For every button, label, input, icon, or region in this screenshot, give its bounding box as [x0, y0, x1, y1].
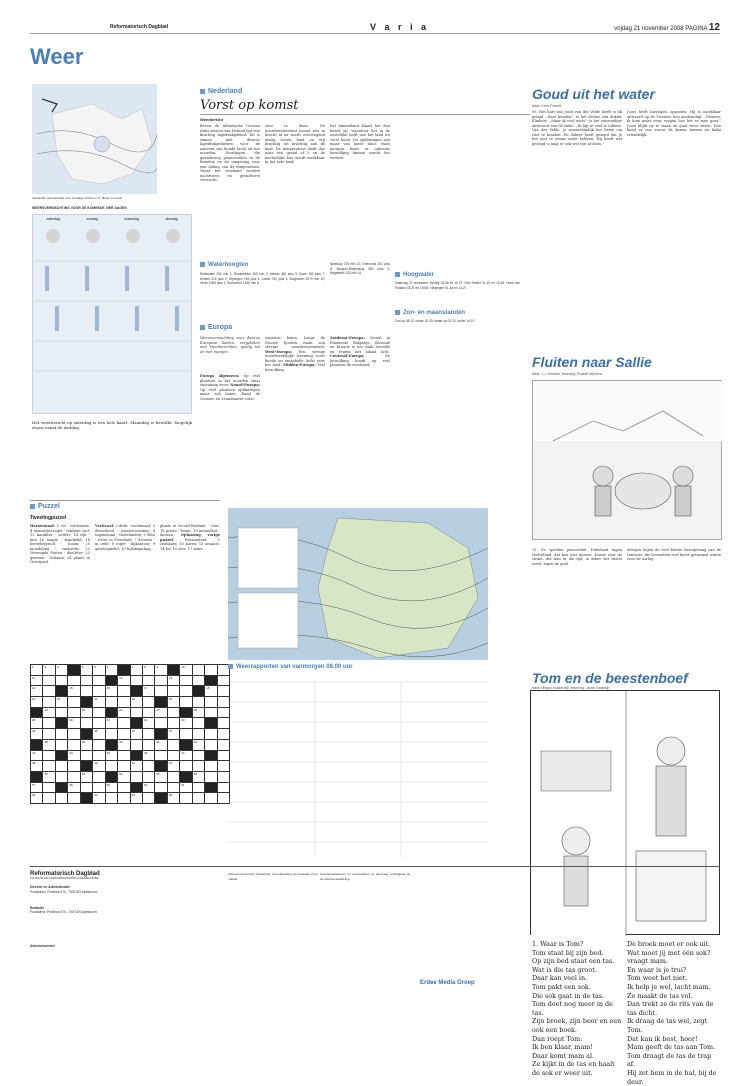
poem-line: Ik draag de tas wel, zegt Tom.: [627, 1017, 708, 1034]
weatherreport-table: [228, 672, 488, 862]
poem-line: De broek moet er ook uit.: [627, 940, 711, 948]
poem-line: Ze maakt de tas vol.: [627, 991, 693, 1000]
fluiten-byline: tekst: J.J. Kessels, tekening: Roeleff Wijnstra: [532, 372, 602, 376]
poem-line: Wat moet jij met één sok? vraagt mam.: [627, 948, 711, 966]
nederland-body-col-1: Boven de Atlantische Oceaan trekt westen van Ierland ligt een krachtig lagedrukgebied. Dit is samen met diverse lagedrukgebieden voor de aanvoer van koude lucht uit het noorden. Stortingen die gaandeweg plaatsvinden in de Benelux en de omgeving voor een daling van de temperatuur. Vanaf het weekend worden nachtvorst en grondvorst verwacht.: [200, 124, 260, 182]
poem-line: Tom doet nog meer in de tas.: [532, 1000, 613, 1017]
forecast-icons: [33, 221, 193, 411]
weatherreport-lines: [228, 672, 488, 862]
puzzel-title: Tweelingpuzzel: [30, 515, 67, 521]
colophon-col-1: Reformatorisch Dagblad UITGAVE VAN REFORMATORISCH DAGBLAD BV Directie en Administratie Postadres: Postbus 670, 7300 AR Apeldoorn. Redactie Postadres: Postbus 670, 7300 AR Apeldoorn. Abonnementen: [30, 872, 150, 948]
poem-line: Wat is die tas groot.: [532, 965, 597, 974]
europe-pressure-map: [228, 508, 488, 660]
day-3: dinsdag: [165, 217, 178, 221]
europe-pressure-drawing: [228, 508, 488, 660]
tom-comic-drawing: [531, 691, 721, 936]
zon-section: Zon- en maanstanden: [395, 310, 465, 316]
waterhoogten-body-2: Ijsselkop 378 min 12; Driemond 301 plus 8; Bergum-Rhijnsburg 380 plus 4; Hagestein 232 min 14.: [330, 262, 390, 275]
goud-body-col-1: 95. Het hart van Joost van der Velde heeft 'n tik gehad. „Bast houden", is het devies van dokter Klinkert. „Maar ik voel niets", is het eenvoudige antwoord van de zieke. „Ik ligt te veel te tobben. Van der Velde, je waarschijnlijk het beste om rust te houden. De dokter heeft gezegd dat je het niet te zwaar moet hebben. Hij heeft wel gezegd: u mag er ook wel wat af doen.": [532, 110, 622, 146]
goud-byline: tekst: Kees Posmit: [532, 104, 561, 108]
hoogwater-section: Hoogwater: [395, 272, 434, 278]
fluiten-illustration: [532, 380, 722, 540]
poem-line: Ze kijkt in de tas en haalt de sok er weer uit.: [532, 1060, 615, 1077]
goud-headline: Goud uit het water: [532, 86, 655, 102]
poem-line: Op zijn bed staat een tas.: [532, 957, 615, 966]
colophon-prices: Abonnementsprijzen Nederland: Vooruitbetaling per kwartaal of per maand.: [228, 872, 318, 881]
colophon-block-1: Directie en Administratie: [30, 885, 70, 890]
waterhoogten-section: Waterhoogten: [200, 262, 248, 268]
date-page: vrijdag 21 november 2008 PAGINA 12: [614, 22, 720, 33]
puzzel-clues-col-3: plaats in Noord-Brabant - vóór; 18 priem - boom; 19 mosselbot - dansen. Oplossing vorige puzzel: Horizontaal: 1 zonbaars; 10 koren; 12 ornaats; 14 ha; 15 ster; 17 mine.: [160, 524, 220, 551]
tom-headline: Tom en de beestenboef: [532, 670, 688, 686]
tom-comic: [530, 690, 720, 935]
weatherreport-section: Weerrapporten van vanmorgen 08.00 uur: [228, 664, 353, 670]
colophon-sub: UITGAVE VAN REFORMATORISCH DAGBLAD BV: [30, 876, 99, 881]
zon-body: Zon op 08.12, onder 16.40; maan op 02.23, onder 14.10.: [395, 319, 476, 323]
puzzel-clues-col-2: Verticaal: 2 druk - vochtmaat; 3 dwarsbout - pardoesvormig; 4 tegenstand - vastelanden; 5 elite - rivier in Friesland; 7 dromen - in orde; 8 roger - bijkantoor; 9 garenspindel; 10 tijdsbepaling.: [95, 524, 155, 551]
fluiten-body-col-1: 12. Ze spelden putvoetbal. Duitsland tegen Nederland, dat kon niet missen. Dwars over de straat, die hun in die tijd, al zeker het rustst werd, lagen de goal.: [532, 548, 622, 566]
europa-body-col-3: Zuidoost-Europa: Vooral in Roemenië, Bulgarije, Slovenië en Kroatië is het vaak bewolkt en regent het lokaal licht. Centraal-Europa: De bewolking houdt op veel plaatsen de overhand.: [330, 336, 390, 367]
poem-line: Tom staat bij zijn bed.: [532, 948, 604, 957]
poem-line: Daar komt mam al.: [532, 1051, 595, 1060]
poem-line: Dat kan ik best, hoor!: [627, 1034, 698, 1043]
goud-body-col-2: Joost heeft hierlopen opgezien. Hij is merkbaar ontroerd op de Twentse hen aanhoudigt. „Meneer, ik kom maar eens vragen hoe het er mee gaat," Joost blijkt op te staan en gaat weer zitten. Dan komt er een vrouw de kamer binnen en knikt vriendelijk.: [627, 110, 721, 137]
colophon-info: Advertentietarieven en voorwaarden op aanvraag verkrijgbaar bij de advertentieafdeling.: [320, 872, 410, 881]
nederland-headline: Vorst op komst: [200, 98, 299, 113]
poem-line: Mam geeft de tas aan Tom.: [627, 1043, 716, 1052]
tom-poem-col-1: [532, 940, 622, 1078]
poem-line: Tom pakt een sok.: [532, 982, 591, 991]
nederland-body-col-2: voor te doen. De noordwesterwind neemt iets in kracht af en wordt overwegend matig boven land en vrij krachtig tot krachtig aan de kust. De temperatuur daalt dus naar een graad of 5 en de nachtelijke kou wordt merkbaar in het hele land.: [265, 124, 325, 164]
europa-intro: Weersverwachting voor diverse Europese landen, vergeleken met Weerberichten, geldig tot en met morgen.: [200, 336, 260, 354]
poem-line: Ik ben klaar, mam!: [532, 1043, 593, 1052]
hoogwater-body: Zaterdag 22 november: Delfzijl 06.56 en 19.37; Den Helder 01.15 en 13.45; Hoek van Holland 03.21 en 15.58; Vlissingen 01.48 en 14.27.: [395, 281, 520, 290]
puzzel-section: Puzzel: [30, 503, 60, 510]
poem-line: Die sok gaat in de tas.: [532, 991, 605, 1000]
poem-line: Tom draagt de tas de trap af.: [627, 1051, 712, 1069]
fluiten-drawing: [533, 381, 723, 541]
colophon-block-2: Redactie: [30, 905, 45, 910]
europe-weather-map: [32, 84, 157, 194]
poem-line: Zijn broek, zijn beer en een ook een boek.: [532, 1017, 622, 1034]
weer-map: [32, 84, 157, 194]
tom-byline: tekst: Mirjam Mosterdijk, tekening: Jacob Kastelijn: [532, 686, 610, 690]
waterhoogten-body: Rotterdam 292 min 1; Rheinfelden 265 min 2; Maxau 481 plus 9; Kaub 190 plus 7; Keulen 214 plus 2; Nijmegen 745 plus 4; Lobith 752 plus 3; Borgharen 3970 min 22; Venlo 1005 plus 1; Roermond 1468 min 8.: [200, 272, 325, 285]
day-0: zaterdag: [46, 217, 60, 221]
erdee-logo: Erdee Media Groep: [420, 980, 475, 986]
nederland-subhead: Weerbericht: [200, 117, 224, 122]
poem-line: 1. Waar is Tom?: [532, 940, 584, 948]
crossword-grid[interactable]: 1 2 3 4 5 6 7 8 9 10 11 12 13 14 15 16 17 18 19 20 21 22 23 24 25 26 27 28 29 30 31 32 33 34 35 36 37 38 39 40 41 42 43 44 45 46 47 48 49 50 51 52 53 54 55 56 57 58 59 60 61 62 63 64 65: [30, 664, 230, 804]
nederland-body-col-3: het binnenland klaart het dan breed op, waardoor het in de oostelijke helft van het land tot vorst komt. De opklaringen zijn maar van korte duur, want morgen komt er opnieuw bewolking binnen vanuit het westen.: [330, 124, 390, 160]
poem-line: Dan trekt ze de rits van de tas dicht.: [627, 1000, 714, 1017]
weer-title: Weer: [30, 44, 84, 69]
europa-section: Europa: [200, 324, 232, 331]
europa-body-col-2: winterse buien. Langs de Noorse fjorden waait een stevige noordwestenwind. West-Europa: Een stevige noordwestelijke stroming voert koude en onstabiele lucht over het land. Midden-Europa: Veel bewolking.: [265, 336, 325, 372]
fluiten-body-col-2: afregen tegen de veel betere bewapening van de Duitsers, die bovendien veel beter getrained waren voor de oorlog.: [627, 548, 721, 561]
weer-caption: Het weerbericht op zaterdag is een hele kaart. Maandag is bewolkt. Mogelijk regen vanaf de middag.: [32, 420, 192, 430]
day-1: zondag: [86, 217, 98, 221]
colophon-block-3: Abonnementen: [30, 944, 55, 949]
colophon-title: Reformatorisch Dagblad: [30, 871, 100, 877]
fluiten-headline: Fluiten naar Sallie: [532, 354, 652, 370]
newspaper-name: Reformatorisch Dagblad: [110, 24, 169, 30]
poem-line: Ik help je wel, lacht mam.: [627, 982, 711, 991]
tom-poem-col-2: [627, 940, 721, 1086]
day-2: maandag: [124, 217, 139, 221]
poem-line: En waar is je trui?: [627, 965, 687, 974]
verwachting-label: WEERSVERWACHTING VOOR DE KOMENDE VIER DAGEN: [32, 206, 127, 210]
poem-line: Dan roept Tom:: [532, 1034, 583, 1043]
forecast-panel: [32, 214, 192, 414]
section-title: V a r i a: [370, 22, 430, 32]
nederland-section: Nederland: [200, 88, 242, 95]
puzzel-clues-col-1: Horizontaal: 1 vis - voldoende; 4 mannetjesvogel - rekbare stof; 12 karakter - sedert; 14 rijk - met 16 laagte - familielid; 18 beetebrigroof - boom; 20 mondeling - vaatwerk; 22 Verenigde Staten - deelitter; 23 gemeen - lichaam; 24 plaats in Overijssel.: [30, 524, 90, 564]
poem-line: Daar kan veel in.: [532, 974, 588, 983]
poem-line: Tom weet het niet.: [627, 974, 688, 983]
poem-line: Hij zet hem in de hal, bij de deur.: [627, 1068, 717, 1086]
page-header: [30, 20, 720, 34]
weer-map-caption: Verwachte weerssituatie voor vandaag 13.00 uur (© Meteo Consult): [32, 196, 123, 200]
europa-body-col-1: Europa algemeen: Op veel plaatsen in het noorden staat onstuimig weer. Noord-Europa: Op veel plaatsen opklaringen maar ook buien. Rond de Oostzee en Scandinavië vorst.: [200, 374, 260, 401]
